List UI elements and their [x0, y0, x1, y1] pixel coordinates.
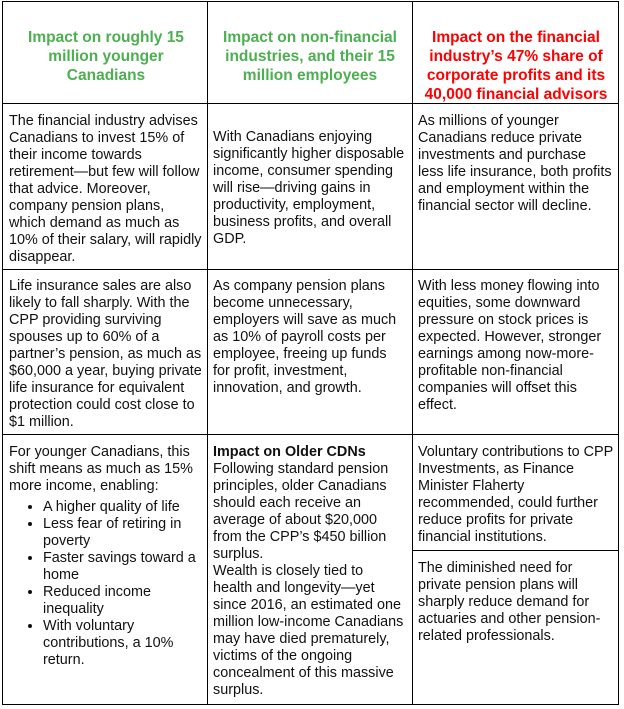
row3-col2-p1: Following standard pension principles, older Canadians should each receive an average of about $20,000 from the CPP’s $450 billion surplus.: [213, 461, 389, 562]
row3-col3-text-b: The diminished need for private pension plans will sharply reduce demand for actuaries and other pension-related professionals.: [418, 560, 601, 644]
col3-row-divider-1: [412, 269, 618, 270]
list-item: • Faster savings toward a home: [43, 550, 205, 584]
list-item: • Less fear of retiring in poverty: [43, 516, 205, 550]
row3-col2: [213, 444, 405, 699]
header-col2: Impact on non-financial industries, and their 15 million employees: [223, 29, 397, 84]
list-item: • Reduced income inequality: [43, 584, 205, 618]
header-col3: Impact on the financial industry’s 47% share of corporate profits and its 40,000 financial advisors: [424, 29, 608, 103]
comparison-table: [2, 1, 619, 705]
older-cdns-heading: Impact on Older CDNs: [213, 444, 366, 460]
row3-col1-intro: For younger Canadians, this shift means as much as 15% more income, enabling:: [9, 444, 193, 494]
row-divider-2: [3, 434, 618, 435]
col1-row-divider-1: [3, 269, 207, 270]
row2-col2-text: As company pension plans become unnecessary, employers will save as much as 10% of payroll costs per employee, freeing up funds for profit, investment, innovation, and growth.: [213, 278, 397, 396]
row3-col2-p2: Wealth is closely tied to health and longevity—yet since 2016, an estimated one million low-income Canadians may have died prematurely, victims of the ongoing concealment of this massive surplus.: [213, 563, 404, 698]
row2-col1-text: Life insurance sales are also likely to fall sharply. With the CPP providing surviving spouses up to 60% of a partner’s pension, as much as $60,000 a year, buying private life insurance for equivalent protection could cost close to $1 million.: [9, 278, 202, 430]
row2-col3-text: With less money flowing into equities, some downward pressure on stock prices is expected. However, stronger earnings among now-more-profitable non-financial companies will offset this effect.: [418, 278, 602, 413]
list-item: • A higher quality of life: [43, 499, 205, 516]
col3-row-divider-3: [412, 550, 618, 551]
row3-col3-text-a: Voluntary contributions to CPP Investments, as Finance Minister Flaherty recommended, could further reduce profits for private financial institutions.: [418, 444, 613, 545]
col2-row-divider-1: [207, 269, 412, 270]
list-item: • With voluntary contributions, a 10% return.: [43, 618, 205, 669]
column-divider-2: [412, 2, 413, 704]
row1-col3-text: As millions of younger Canadians reduce private investments and purchase less life insurance, both profits and employment within the financial sector will decline.: [418, 113, 612, 214]
column-divider-1: [207, 2, 208, 704]
benefits-list: [9, 499, 205, 669]
row1-col1-text: The financial industry advises Canadians to invest 15% of their income towards retirement—but few will follow that advice. Moreover, company pension plans, which demand as much as 10% of their salary, will rapidly disappear.: [9, 113, 202, 265]
row3-col1: [9, 444, 205, 669]
header-col1: Impact on roughly 15 million younger Canadians: [28, 29, 184, 84]
row1-col2-text: With Canadians enjoying significantly higher disposable income, consumer spending will rise—driving gains in productivity, employment, business profits, and overall GDP.: [213, 129, 405, 247]
